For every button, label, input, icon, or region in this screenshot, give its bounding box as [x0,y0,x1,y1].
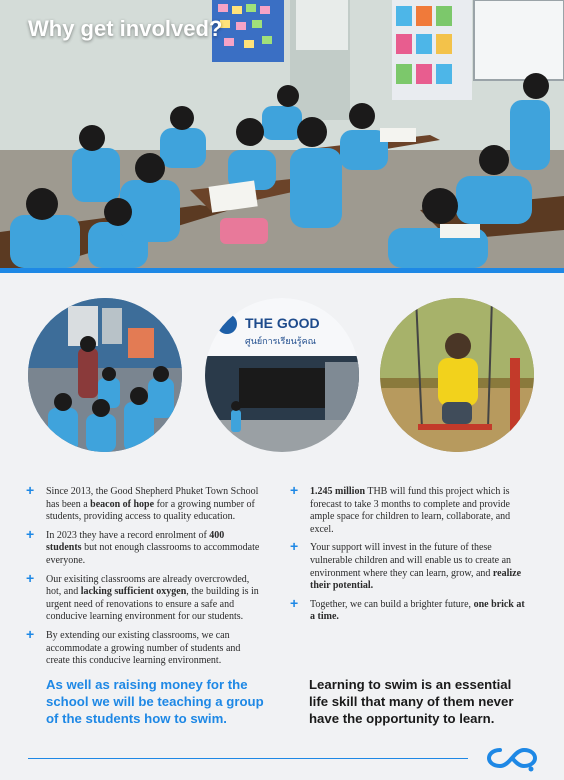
hero-banner [0,0,564,268]
school-building-image [205,298,359,452]
right-bullet-list [290,482,530,630]
classroom-image [28,298,182,452]
school-sign-subtext: ศูนย์การเรียนรู้คณ [245,337,317,347]
plus-icon: + [26,482,35,498]
list-item: + 1.245 million THB will fund this project which is forecast to take 3 months to complete and provide ample space for children to learn, collaborate, and excel. [290,482,511,535]
list-item: + Together, we can build a brighter future, one brick at a time. [290,594,525,623]
swim-callout-dark: Learning to swim is an essential life skill that many of them never have the opportunity to learn. [309,677,514,726]
page-title: Why get involved? [28,16,223,41]
plus-icon: + [26,525,35,542]
list-item: + Your support will invest in the future of these vulnerable children and will enable us to create an environment where they can learn, grow, and realize their potential. [290,538,522,592]
list-item: + Our exisiting classrooms are already overcrowded, hot, and lacking sufficient oxygen, the building is in urgent need of renovations to ensure a safe and conducive learning environment for our students. [26,569,259,623]
left-bullet-list [26,482,262,674]
photo-swing [380,298,534,452]
photo-classroom [28,298,182,452]
plus-icon: + [26,569,35,586]
photo-school-building [205,298,359,452]
swing-image [380,298,534,452]
list-item: + In 2023 they have a record enrolment of 400 students but not enough classrooms to accommodate everyone. [26,525,260,566]
school-sign-text: THE GOOD [245,315,320,331]
hero-divider [0,268,564,273]
plus-icon: + [290,482,299,498]
footer-divider [28,758,468,759]
list-item: + By extending our existing classrooms, we can accommodate a growing number of students and create this conducive learning environment. [26,625,241,667]
swim-callout-blue: As well as raising money for the school we will be teaching a group of the students how to swim. [46,677,264,726]
plus-icon: + [26,625,35,642]
infinity-logo-icon [486,743,538,773]
plus-icon: + [290,538,299,555]
plus-icon: + [290,594,299,611]
list-item: + Since 2013, the Good Shepherd Phuket Town School has been a beacon of hope for a growing number of students, providing access to quality education. [26,482,259,523]
